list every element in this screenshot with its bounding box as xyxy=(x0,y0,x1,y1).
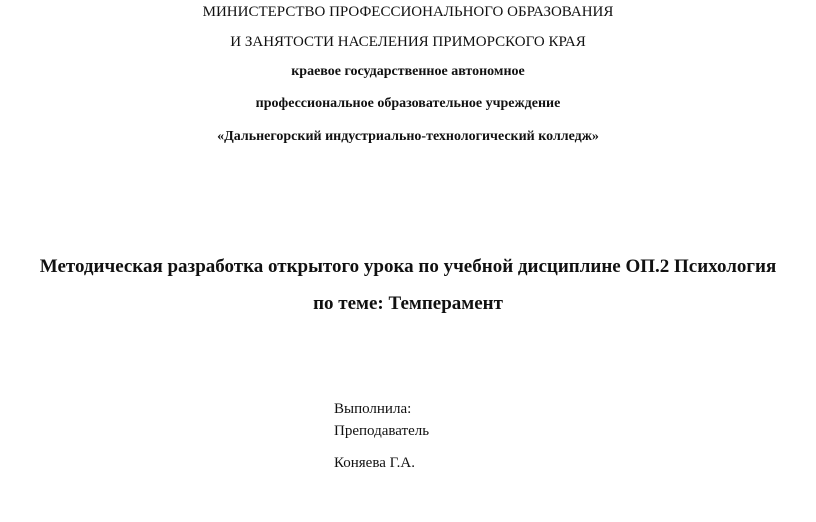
signature-position: Преподаватель xyxy=(334,423,430,439)
document-title-line-2: по теме: Темперамент xyxy=(313,293,503,314)
signature-name: Коняева Г.А. xyxy=(334,455,415,471)
signature-label: Выполнила: xyxy=(334,401,412,417)
institution-kind-line: профессиональное образовательное учреждение xyxy=(255,96,561,111)
document-title-line-1: Методическая разработка открытого урока по учебной дисциплине ОП.2 Психология xyxy=(39,256,777,277)
college-name-line: «Дальнегорский индустриально-технологический колледж» xyxy=(217,129,599,144)
institution-type-line: краевое государственное автономное xyxy=(291,64,525,79)
ministry-line-1: МИНИСТЕРСТВО ПРОФЕССИОНАЛЬНОГО ОБРАЗОВАНИЯ xyxy=(202,4,614,20)
ministry-line-2: И ЗАНЯТОСТИ НАСЕЛЕНИЯ ПРИМОРСКОГО КРАЯ xyxy=(230,34,586,50)
